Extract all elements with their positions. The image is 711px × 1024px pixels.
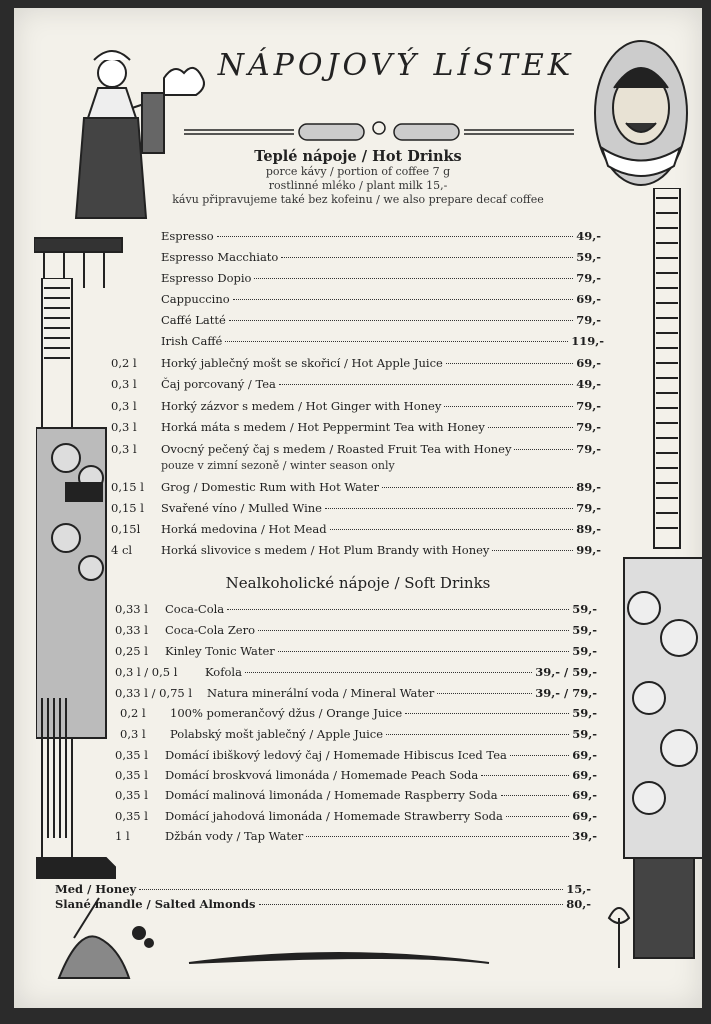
menu-item: Irish Caffé 119,-: [161, 334, 604, 348]
title-ornament-icon: [184, 116, 574, 146]
hot-drinks-title: Teplé nápoje / Hot Drinks: [254, 148, 462, 165]
menu-sheet: [14, 8, 702, 1008]
soft-drinks-title: Nealkoholické nápoje / Soft Drinks: [225, 574, 491, 592]
menu-item: Espresso Dopio 79,-: [161, 271, 601, 285]
winter-season-note: pouze v zimní sezoně / winter season only: [161, 459, 395, 472]
extra-item: Med / Honey 15,-: [55, 882, 591, 896]
menu-item: 0,35 l Domácí broskvová limonáda / Homemade Peach Soda 69,-: [115, 768, 597, 782]
menu-item: 0,2 l Horký jablečný mošt se skořicí / Hot Apple Juice 69,-: [111, 356, 601, 370]
menu-item: 0,15 l Svařené víno / Mulled Wine 79,-: [111, 501, 601, 515]
soft-drinks-header: [14, 574, 702, 592]
menu-item: Espresso Macchiato 59,-: [161, 250, 601, 264]
menu-item: 0,35 l Domácí malinová limonáda / Homemade Raspberry Soda 69,-: [115, 788, 597, 802]
menu-item: 0,35 l Domácí jahodová limonáda / Homemade Strawberry Soda 69,-: [115, 809, 597, 823]
menu-item: 0,3 l Ovocný pečený čaj s medem / Roasted Fruit Tea with Honey 79,-: [111, 442, 601, 456]
menu-item: 0,25 l Kinley Tonic Water 59,-: [115, 644, 597, 658]
menu-item: Espresso 49,-: [161, 229, 601, 243]
menu-item: 0,15 l Grog / Domestic Rum with Hot Water 89,-: [111, 480, 601, 494]
menu-item: 0,33 l / 0,75 l Natura minerální voda / Mineral Water 39,- / 79,-: [115, 686, 597, 700]
menu-item: 0,35 l Domácí ibiškový ledový čaj / Homemade Hibiscus Iced Tea 69,-: [115, 748, 597, 762]
menu-item: 0,3 l Horký zázvor s medem / Hot Ginger with Honey 79,-: [111, 399, 601, 413]
menu-item: 1 l Džbán vody / Tap Water 39,-: [115, 829, 597, 843]
menu-item: Cappuccino 69,-: [161, 292, 601, 306]
decaf-note: kávu připravujeme také bez kofeinu / we also prepare decaf coffee: [172, 193, 544, 206]
menu-item: 0,33 l Coca-Cola Zero 59,-: [115, 623, 597, 637]
extra-item: Slané mandle / Salted Almonds 80,-: [55, 897, 591, 911]
menu-item: 0,2 l 100% pomerančový džus / Orange Juice 59,-: [120, 706, 597, 720]
menu-item: 0,33 l Coca-Cola 59,-: [115, 602, 597, 616]
menu-title: NÁPOJOVÝ LÍSTEK: [217, 48, 575, 83]
hot-drinks-header: [14, 148, 702, 207]
plant-milk-note: rostlinné mléko / plant milk 15,-: [268, 179, 448, 192]
coffee-portion-note: porce kávy / portion of coffee 7 g: [265, 165, 451, 178]
menu-item: 4 cl Horká slivovice s medem / Hot Plum Brandy with Honey 99,-: [111, 543, 601, 557]
menu-item: 0,3 l / 0,5 l Kofola 39,- / 59,-: [115, 665, 597, 679]
menu-item: 0,3 l Polabský mošt jablečný / Apple Juice 59,-: [120, 727, 597, 741]
menu-item: 0,3 l Čaj porcovaný / Tea 49,-: [111, 377, 601, 391]
menu-item: 0,3 l Horká máta s medem / Hot Peppermint Tea with Honey 79,-: [111, 420, 601, 434]
menu-item: 0,15l Horká medovina / Hot Mead 89,-: [111, 522, 601, 536]
menu-item: Caffé Latté 79,-: [161, 313, 601, 327]
